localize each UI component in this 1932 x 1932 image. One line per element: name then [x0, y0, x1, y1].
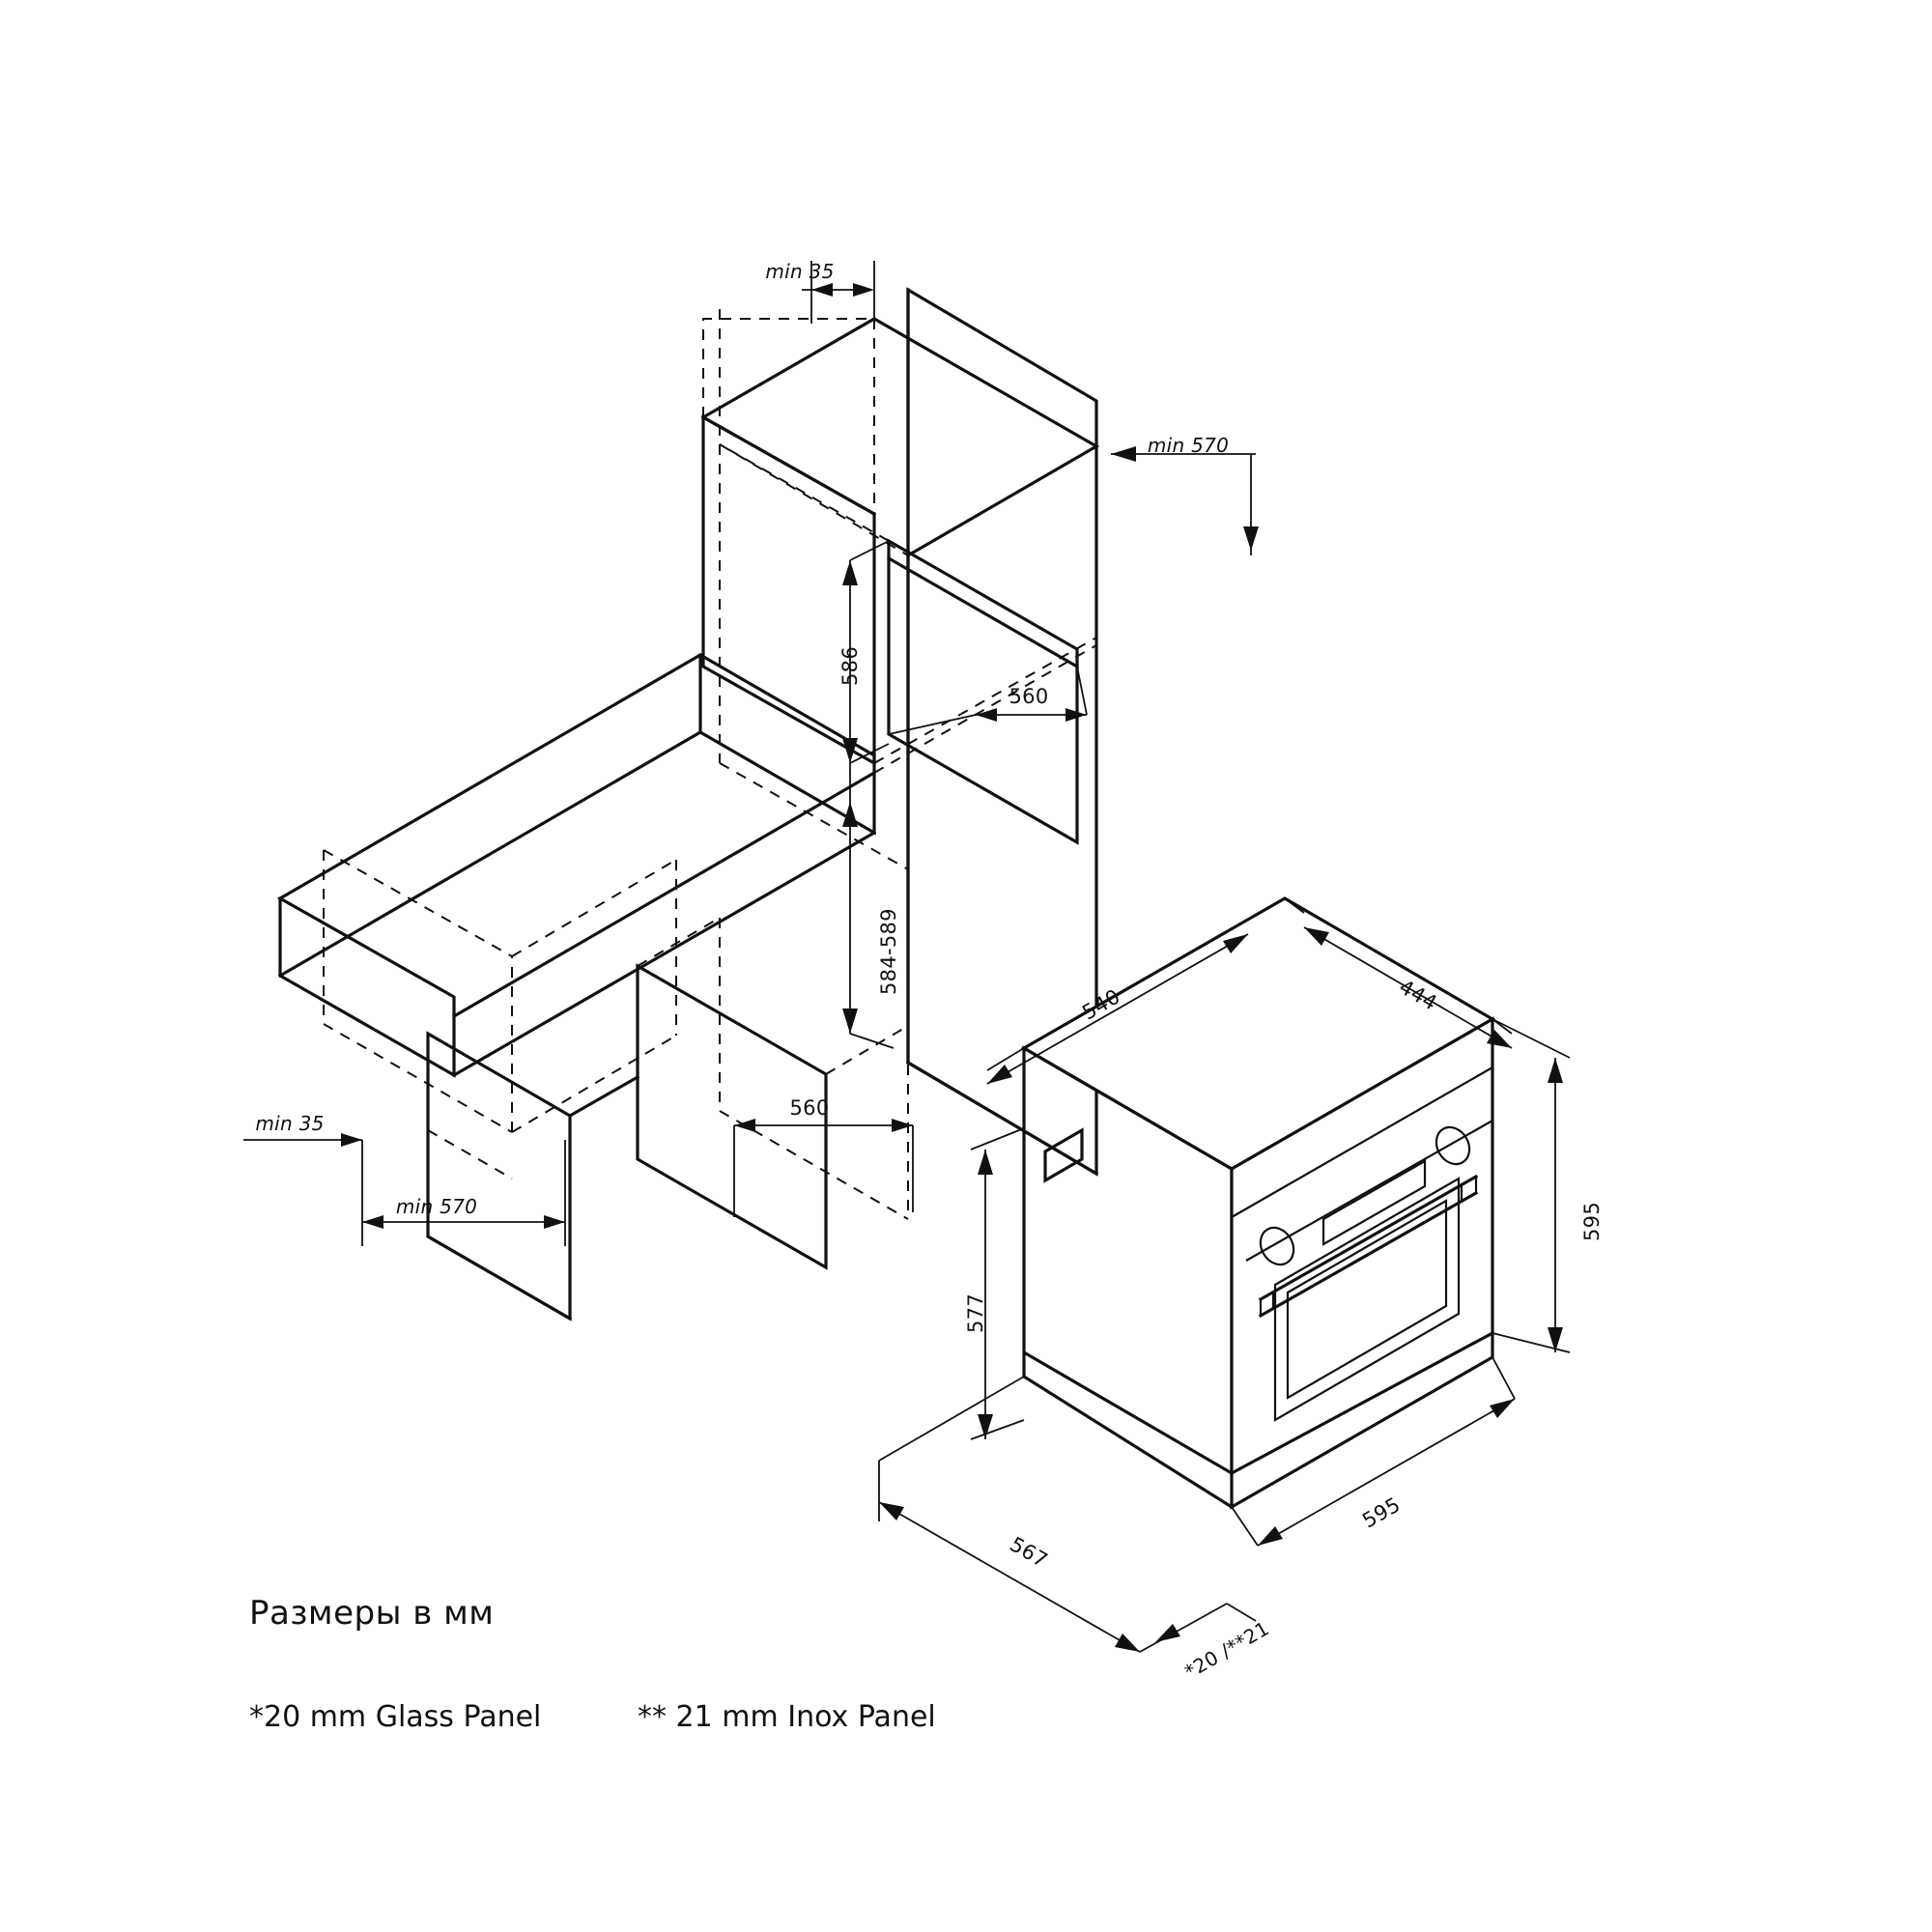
oven-isometric-group [879, 898, 1570, 1652]
cabinet-isometric-group [243, 261, 1259, 1319]
dim-label-top-min570: min 570 [1147, 434, 1230, 458]
dim-label-upper-height-586: 586 [838, 646, 862, 686]
dim-label-oven-front-width-444: 444 [1395, 975, 1441, 1015]
dim-label-bottom-min35: min 35 [255, 1111, 325, 1135]
dim-label-top-min35: min 35 [765, 259, 835, 283]
dim-label-oven-bottom-595: 595 [1358, 1492, 1405, 1533]
dim-label-lower-height-584-589: 584-589 [877, 908, 900, 995]
units-caption: Размеры в мм [249, 1594, 495, 1633]
dim-label-oven-height-595: 595 [1580, 1202, 1604, 1241]
dim-label-oven-depth-540: 540 [1078, 984, 1124, 1025]
dim-label-bottom-min570: min 570 [395, 1194, 478, 1218]
dim-label-upper-width-560: 560 [1009, 684, 1049, 708]
dim-label-oven-base-567: 567 [1006, 1532, 1052, 1573]
footnote-inox-panel: ** 21 mm Inox Panel [638, 1700, 936, 1734]
dim-label-oven-side-577: 577 [964, 1293, 987, 1333]
dim-label-panel-thickness: *20 /**21 [1180, 1616, 1273, 1684]
dim-label-lower-width-560: 560 [789, 1095, 830, 1120]
footnote-glass-panel: *20 mm Glass Panel [249, 1700, 542, 1734]
